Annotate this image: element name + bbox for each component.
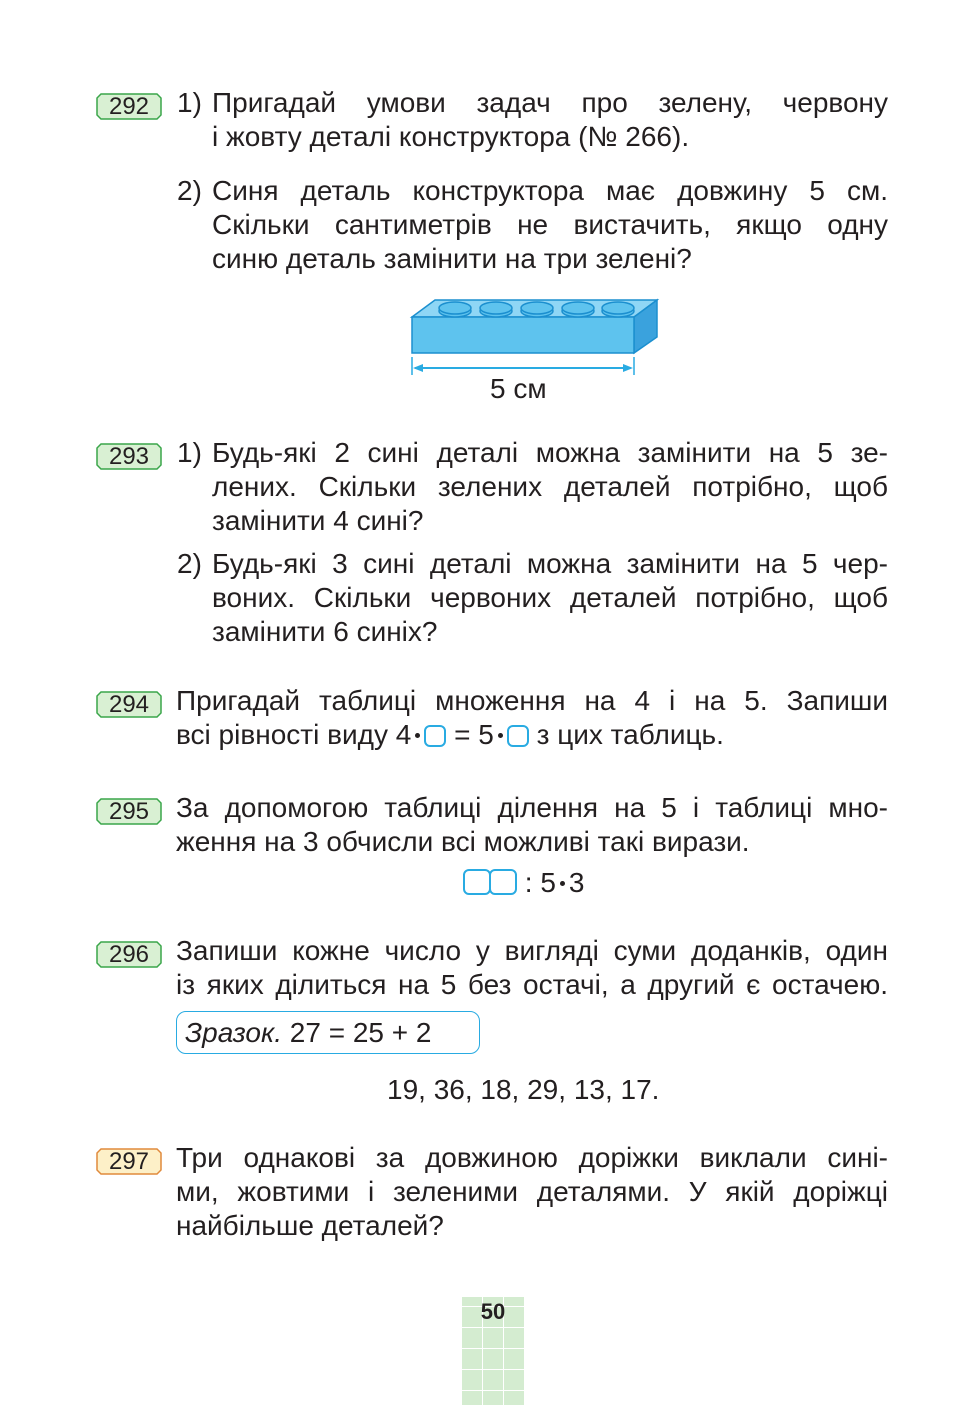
text-line: ження на 3 обчисли всі можливі такі вирази. (176, 826, 750, 857)
item-marker: 2) (177, 175, 202, 206)
equation-line (176, 718, 724, 752)
equals-sign: = (454, 719, 471, 750)
text-fragment: 3 (568, 867, 585, 898)
text-line: воних. Скільки червоних деталей потрібно, щоб (212, 582, 888, 613)
problem-number-badge (96, 93, 162, 120)
blank-box (463, 869, 491, 895)
item-marker: 2) (177, 548, 202, 579)
text-line: Скільки сантиметрів не вистачить, якщо одну (212, 209, 888, 240)
text-line: Будь-які 2 сині деталі можна замінити на 5 зе- (212, 437, 888, 468)
problem-number: 295 (108, 798, 150, 825)
sample-value: 27 = 25 + 2 (289, 1017, 432, 1048)
problem-number: 296 (108, 941, 150, 968)
problem-number-badge (96, 443, 162, 470)
sample-label: Зразок. (185, 1017, 282, 1048)
blank-box (507, 725, 529, 747)
problem-number: 292 (108, 93, 150, 120)
multiply-dot (560, 881, 565, 886)
text-line: Запиши кожне число у вигляді суми доданків, один (176, 935, 888, 966)
text-line: За допомогою таблиці ділення на 5 і таблиці мно- (176, 792, 888, 823)
text-line: замінити 6 синіх? (212, 616, 438, 647)
number-list: 19, 36, 18, 29, 13, 17. (387, 1074, 660, 1105)
sample-box (176, 1011, 480, 1054)
text-line: Три однакові за довжиною доріжки виклали сині- (176, 1142, 888, 1173)
multiply-dot (498, 733, 503, 738)
text-line: синю деталь замінити на три зелені? (212, 243, 692, 274)
text-line: Синя деталь конструктора має довжину 5 см. (212, 175, 888, 206)
text-fragment: 5 (478, 719, 494, 750)
blank-box (424, 725, 446, 747)
item-marker: 1) (177, 87, 202, 118)
text-fragment: всі рівності виду 4 (176, 719, 412, 750)
text-fragment: : 5 (524, 867, 556, 898)
blank-box (489, 869, 517, 895)
text-fragment: з цих таблиць. (536, 719, 724, 750)
text-line: Пригадай таблиці множення на 4 і на 5. Запиши (176, 685, 888, 716)
text-line: замінити 4 сині? (212, 505, 424, 536)
problem-number-badge (96, 798, 162, 825)
text-line: найбільше деталей? (176, 1210, 444, 1241)
text-line: із яких ділиться на 5 без остачі, а другий є остачею. (176, 969, 888, 1000)
item-marker: 1) (177, 437, 202, 468)
multiply-dot (415, 733, 420, 738)
problem-number-badge (96, 941, 162, 968)
text-line: і жовту деталі конструктора (№ 266). (212, 121, 690, 152)
text-line: Пригадай умови задач про зелену, червону (212, 87, 888, 118)
blue-brick-illustration (405, 295, 665, 380)
figure-label: 5 см (490, 373, 547, 404)
problem-number: 294 (108, 691, 150, 718)
problem-number-badge (96, 1148, 162, 1175)
problem-number: 297 (108, 1148, 150, 1175)
problem-number: 293 (108, 443, 150, 470)
page-number-box (461, 1297, 525, 1405)
text-line: лених. Скільки зелених деталей потрібно, щоб (212, 471, 888, 502)
text-line: ми, жовтими і зеленими деталями. У якій доріжці (176, 1176, 888, 1207)
text-line: Будь-які 3 сині деталі можна замінити на 5 чер- (212, 548, 888, 579)
expression (463, 866, 585, 900)
problem-number-badge (96, 691, 162, 718)
page-number: 50 (480, 1299, 506, 1324)
